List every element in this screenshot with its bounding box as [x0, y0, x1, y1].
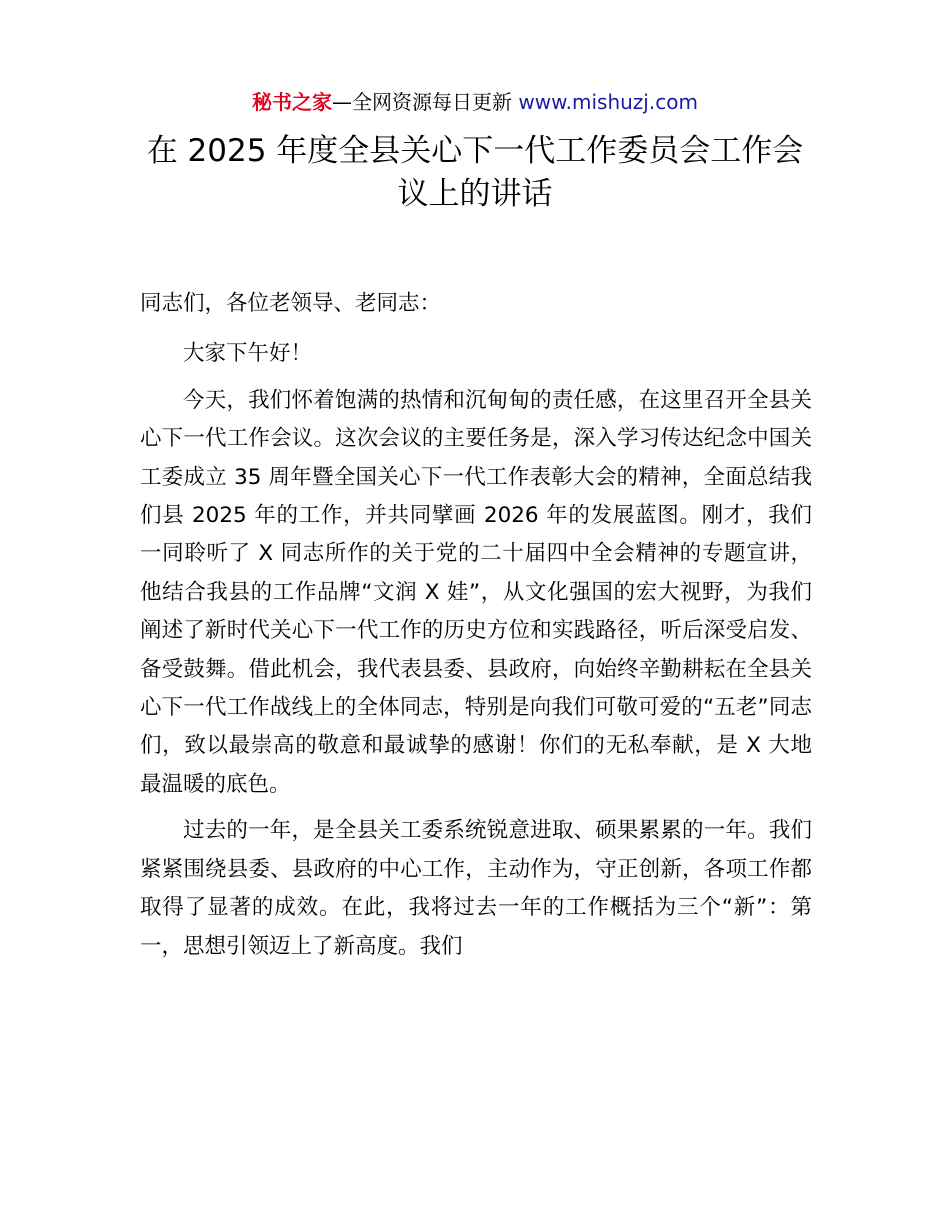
header-tagline: —全网资源每日更新 — [332, 90, 519, 114]
document-title: 在 2025 年度全县关心下一代工作委员会工作会议上的讲话 — [146, 133, 804, 212]
paragraph: 过去的一年，是全县关工委系统锐意进取、硕果累累的一年。我们紧紧围绕县委、县政府的中心工作，主动作为，守正创新，各项工作都取得了显著的成效。在此，我将过去一年的工作概括为三个“新”：第一，思想引领迈上了新高度。我们 — [140, 818, 812, 959]
document-body — [140, 285, 812, 974]
site-url-link[interactable]: www.mishuzj.com — [518, 90, 698, 114]
paragraph: 今天，我们怀着饱满的热情和沉甸甸的责任感，在这里召开全县关心下一代工作会议。这次会议的主要任务是，深入学习传达纪念中国关工委成立 35 周年暨全国关心下一代工作表彰大会的精神，全面总结我们县 2025 年的工作，并共同擘画 2026 年的发展蓝图。刚才，我们一同聆听了 X 同志所作的关于党的二十届四中全会精神的专题宣讲，他结合我县的工作品牌“文润 X 娃”，从文化强国的宏大视野，为我们阐述了新时代关心下一代工作的历史方位和实践路径，听后深受启发、备受鼓舞。借此机会，我代表县委、县政府，向始终辛勤耕耘在全县关心下一代工作战线上的全体同志，特别是向我们可敬可爱的“五老”同志们，致以最崇高的敬意和最诚挚的感谢！你们的无私奉献，是 X 大地最温暖的底色。 — [140, 387, 812, 797]
paragraph: 大家下午好！ — [183, 341, 313, 367]
salutation: 同志们，各位老领导、老同志： — [140, 291, 442, 316]
site-header — [0, 88, 950, 116]
brand-name: 秘书之家 — [252, 90, 333, 114]
